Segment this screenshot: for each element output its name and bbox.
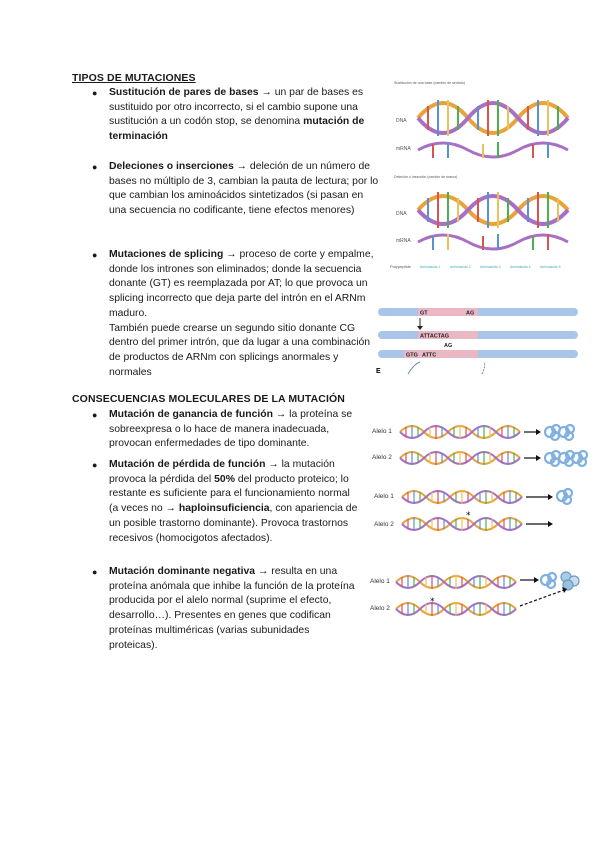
item-text-2: También puede crearse un segundo sitio donante CG dentro del primer intrón, que da lugar a una combinación de productos de ARNm con splicings anormales y normales [109,322,371,378]
seq-label: ATTACTAG [420,333,450,340]
mutation-star-icon: * [430,597,435,607]
item-text-end: , con apariencia de un posible trastorno dominante). Provoca trastornos recesivos (homocigotos afectados). [109,503,358,544]
mutation-star-icon: * [466,511,471,521]
item-deletions [92,160,382,219]
item-text: un par de bases es sustituido por otro incorrecto, si el cambio supone una sustitución a un codón stop, se denomina [109,87,364,128]
dna-helix-2 [418,192,568,228]
seq-label: AG [444,343,453,349]
item-text: resulta en una proteína anómala que inhibe la función de la proteína producida por el alelo normal (suprime el efecto, desarrollo…). Presentes en genes que codifican proteínas multiméricas (varias subunidades proteicas). [109,566,355,651]
alleles-figure [368,410,588,630]
seq-label: ATTC [422,352,437,359]
item-text-post: del producto proteico; lo restante es suficiente para el funcionamiento normal (a veces no [109,473,350,515]
item-text: la mutación provoca la pérdida del [109,459,335,485]
arrow-icon: → [272,409,290,420]
section-heading-consequences: CONSECUENCIAS MOLECULARES DE LA MUTACIÓN [72,393,345,405]
arrow-icon: → [233,161,250,172]
seq-label: AG [466,310,475,317]
fig-label-polypeptide: Polypeptide [390,264,411,269]
protein-icon [559,425,574,440]
panel-letter: E [376,368,381,375]
dna-helix-icon [400,451,520,465]
item-dominant-negative [92,565,360,653]
multimer-protein-icon [561,572,579,590]
dna-helix-icon [402,490,522,504]
arrowhead-icon [548,494,553,500]
mrna-strand-2 [418,234,568,250]
fig-label-mrna: mRNA [396,146,411,152]
seq-label: GTG [406,352,418,359]
bullet-icon: ● [92,162,98,172]
dna-helix-icon [402,517,522,531]
aa-label: Aminoácido 5 [540,265,561,269]
bullet-icon: ● [92,250,98,260]
dna-helix-1 [418,100,568,136]
fig-label-mrna-2: mRNA [396,238,411,244]
fig-label-substitution: Sustitución de una base (cambio de sentido) [394,81,465,85]
item-bold-tail: mutación de terminación [109,116,365,143]
arrow-icon: → [258,87,275,98]
protein-icon [541,573,556,588]
item-substitution [92,86,382,145]
allele-label: Alelo 1 [370,578,390,585]
bullet-icon: ● [92,567,98,577]
protein-icon [545,425,560,440]
mutation-types-figure [388,78,580,274]
protein-icon [545,451,560,466]
allele-label: Alelo 1 [374,493,394,500]
item-title: Mutación de pérdida de función [109,459,266,470]
item-bold-2: haploinsuficiencia [178,503,270,515]
aa-label: Aminoácido 4 [510,265,531,269]
item-text: proceso de corte y empalme, donde los intrones son eliminados; donde la secuencia donante (GT) es reemplazada por AT; lo que provoca un splicing incorrecto que deja parte del intrón en el ARNm maduro. [109,249,374,319]
polypeptide-labels [420,265,561,269]
bullet-icon: ● [92,460,98,470]
dna-helix-icon [396,602,516,616]
exon-bar-2 [378,331,578,340]
exon-bar-3 [378,343,578,359]
mrna-strand-1 [418,142,568,158]
item-text: la proteína se sobreexpresa o lo hace de manera inadecuada, provocan enfermedades de tipo dominante. [109,409,353,450]
allele-label: Alelo 2 [374,521,394,528]
item-splicing [92,248,382,380]
item-title: Mutaciones de splicing [109,249,224,260]
arrow-icon: → [265,459,282,470]
dna-helix-icon [396,575,516,589]
protein-icon [557,489,572,504]
arrow-icon: → [165,503,179,515]
arrowhead-icon [548,521,553,527]
allele-label: Alelo 2 [370,605,390,612]
item-title: Mutación de ganancia de función [109,409,273,420]
dna-helix-icon [400,425,520,439]
aa-label: Aminoácido 3 [480,265,501,269]
allele-label: Alelo 1 [372,428,392,435]
allele-label: Alelo 2 [372,454,392,461]
section-heading-types: TIPOS DE MUTACIONES [72,72,196,84]
splice-arrow-icon [408,362,420,374]
item-title: Sustitución de pares de bases [109,87,259,98]
arrowhead-icon [417,326,423,330]
dashed-arrow-icon [520,590,564,606]
item-pct: 50% [214,473,235,485]
bullet-icon: ● [92,410,98,420]
protein-icon [572,451,587,466]
arrow-icon: → [223,249,240,260]
seq-label: GT [420,310,428,317]
fig-label-dna: DNA [396,118,407,124]
arrowhead-icon [534,577,539,583]
exon-bar-1 [378,308,578,317]
item-title: Mutación dominante negativa [109,566,256,577]
bullet-icon: ● [92,88,98,98]
arrowhead-icon [536,429,541,435]
splice-arrow-icon [482,362,485,374]
arrowhead-icon [536,455,541,461]
aa-label: Aminoácido 2 [450,265,471,269]
item-loss-function [92,458,360,546]
splicing-figure [374,304,586,376]
fig-label-dna-2: DNA [396,211,407,217]
aa-label: Aminoácido 1 [420,265,441,269]
item-text: deleción de un número de bases no múltiplo de 3, cambian la pauta de lectura; por lo que cambian los aminoácidos sintetizados (si pasan en una secuencia no codificante, tiene efectos menores) [109,161,379,217]
arrow-icon: → [255,566,272,577]
item-title: Deleciones o inserciones [109,161,234,172]
fig-label-deletion: Deleción o inserción (cambio de marco) [394,175,458,179]
item-gain-function [92,408,360,452]
